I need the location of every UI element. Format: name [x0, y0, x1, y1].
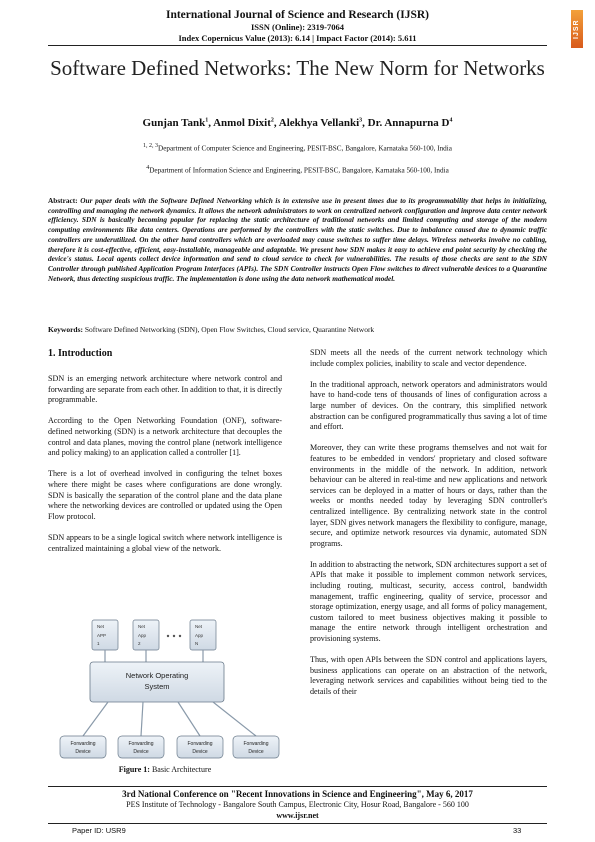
- device-label: Device: [133, 749, 149, 755]
- footer-rule: [48, 786, 547, 787]
- author-name: Anmol Dixit: [213, 117, 271, 129]
- footer-bottom-rule: [48, 823, 547, 824]
- author-sup: 3: [359, 117, 363, 124]
- paragraph: In addition to abstracting the network, SDN architectures support a set of APIs that make it possible to implement common network services, including routing, multicast, security, access control, bandwidth management, traffic engineering, quality of service, processor and storage optimization, energy usage, and all forms of policy management, custom tailored to meet business objectives making it possible to manage the entire network through intelligent orchestration and provisioning systems.: [310, 559, 547, 644]
- app-label: Net: [195, 624, 203, 629]
- journal-logo: IJSR: [571, 10, 583, 48]
- app-connectors: [105, 650, 203, 662]
- right-column: [310, 348, 547, 708]
- nos-label: Network Operating: [125, 671, 189, 680]
- ellipsis-dot: [173, 635, 175, 637]
- device-label: Forwarding: [187, 741, 213, 747]
- author-sup: 2: [270, 117, 274, 124]
- architecture-figure: [48, 612, 282, 764]
- affiliation-text: Department of Computer Science and Engineering, PESIT-BSC, Bangalore, Karnataka 560-100, India: [158, 144, 452, 153]
- abstract-text: Our paper deals with the Software Defined Networking which is in extensive use in present times due to its programmability that helps in initializing, controlling and managing the network dynamics. It allows the network administrators to work on centralized network configuration and improve data center network efficiency. SDN is basically becoming popular for replacing the static architecture of traditional networks and limited computing and storage of the modern computing environments like data centers. Operations are performed by the controllers with the static switches. Due to imbalance caused due to dynamic traffic controllers are underutilized. On the other hand controllers which are overloaded may cause switches to suffer time delays. Wireless networks involve no cabling, therefore it is cost-effective, efficient, easy-installable, manageable and adaptable. We present how SDN makes it easy to achieve end point security by checking the device's status. Local agents collect device information and send to cloud service to check for vulnerabilities. The results of those checks are sent to the SDN Controller through published Application Program Interfaces (APIs). The SDN Controller instructs Open Flow switches to direct vulnerable devices to a Quarantine Network, thus detecting suspicious traffic. The implementation is done using the data network mathematical model.: [48, 196, 548, 283]
- author-name: Dr. Annapurna D: [367, 117, 450, 129]
- app-label: App: [195, 633, 204, 638]
- app-label: 1: [97, 641, 100, 646]
- affiliation-sup: 4: [146, 165, 150, 171]
- paragraph: SDN is an emerging network architecture where network control and forwarding are separate from each other. In addition to that, it is directly programmable.: [48, 374, 282, 405]
- keywords-label: Keywords:: [48, 325, 83, 334]
- figure-caption: [48, 765, 282, 774]
- paragraph: In the traditional approach, network operators and administrators would have to hand-code tens of thousands of lines of configuration across a large number of devices. On the contrary, this simplified network abstraction can be configured programmatically thus saving a lot of time and effort.: [310, 379, 547, 432]
- section-heading: 1. Introduction: [48, 348, 113, 359]
- paper-title: Software Defined Networks: The New Norm for Networks: [50, 56, 545, 80]
- device-label: Device: [192, 749, 208, 755]
- conference-venue: PES Institute of Technology - Bangalore South Campus, Electronic City, Hosur Road, Bangalore - 560 100: [126, 800, 469, 809]
- app-label: App: [138, 633, 147, 638]
- keywords: [48, 325, 547, 334]
- device-label: Device: [248, 749, 264, 755]
- keywords-text: Software Defined Networking (SDN), Open Flow Switches, Cloud service, Quarantine Network: [84, 325, 375, 334]
- abstract: [48, 196, 547, 283]
- author-name: Alekhya Vellanki: [278, 117, 360, 129]
- figure-caption-label: Figure 1:: [118, 765, 150, 774]
- figure-caption-text: Basic Architecture: [151, 765, 212, 774]
- header-rule: [48, 45, 547, 46]
- paragraph: According to the Open Networking Foundation (ONF), software-defined networking (SDN) is a network architecture that decouples the control and data planes, moving the control plane (network intelligence and policy making) to an application called a controller [1].: [48, 416, 282, 458]
- app-label: N: [195, 641, 199, 646]
- app-label: Net: [138, 624, 146, 629]
- author-list: Gunjan Tank$^1$, Anmol Dixit$^2$, Alekhya Vellanki$^3$, Dr. Annapurna $D^4$: [142, 117, 453, 129]
- device-label: Device: [75, 749, 91, 755]
- conference-name: 3rd National Conference on "Recent Innovations in Science and Engineering", May 6, 2017: [122, 789, 473, 799]
- affiliation: [0, 143, 595, 152]
- device-label: Forwarding: [128, 741, 154, 747]
- journal-issn: ISSN (Online): 2319-7064: [250, 22, 345, 32]
- affiliation-text: Department of Information Science and Engineering, PESIT-BSC, Bangalore, Karnataka 560-100, India: [149, 166, 449, 175]
- device-connectors: [83, 702, 256, 736]
- paper-id: Paper ID: USR9: [72, 826, 126, 835]
- device-label: Forwarding: [70, 741, 96, 747]
- app-label: 2: [138, 641, 141, 646]
- journal-website: www.ijsr.net: [276, 811, 319, 820]
- device-label: Forwarding: [243, 741, 269, 747]
- paragraph: There is a lot of overhead involved in configuring the telnet boxes where there might be cases where configurations are done wrongly. SDN is basically the separation of the control plane and the data plane where the networking devices are controlled or updated using the Open Flow protocol.: [48, 469, 282, 521]
- affiliation: [0, 165, 595, 174]
- paragraph: Thus, with open APIs between the SDN control and applications layers, business applications can operate on an abstraction of the network, leveraging network services and capabilities without being tied to the details of their: [310, 655, 547, 696]
- affiliation-sup: 1, 2, 3: [143, 143, 159, 149]
- abstract-label: Abstract:: [48, 196, 78, 205]
- author-name: Gunjan Tank: [142, 117, 206, 129]
- app-label: APP: [97, 633, 107, 638]
- author-sup: 1: [205, 117, 209, 124]
- ellipsis-dot: [167, 635, 169, 637]
- paragraph: SDN appears to be a single logical switch where network intelligence is centralized maintaining a global view of the network.: [48, 532, 282, 553]
- paragraph: Moreover, they can write these programs themselves and not wait for features to be embedded in vendors' proprietary and closed software environments in the middle of the network. In addition, network behaviour can be altered in real-time and new applications and network services can be deployed in a matter of hours or days, rather than the weeks or months needed today by leveraging SDN controller's centralized intelligence. By centralizing network state in the control layer, SDN gives network managers the flexibility to configure, manage, secure, and optimize network resources via dynamic, automated SDN programs.: [310, 443, 547, 548]
- page-number: 33: [513, 826, 522, 835]
- author-sup: 4: [449, 117, 453, 124]
- paragraph: SDN meets all the needs of the current network technology which include complex policies, inability to scale and vector dependence.: [310, 348, 547, 368]
- nos-label: System: [144, 682, 170, 691]
- left-column: [48, 374, 282, 565]
- journal-index: Index Copernicus Value (2013): 6.14 | Impact Factor (2014): 5.611: [178, 33, 417, 43]
- app-label: Net: [97, 624, 105, 629]
- journal-name: International Journal of Science and Research (IJSR): [165, 9, 429, 21]
- ellipsis-dot: [179, 635, 181, 637]
